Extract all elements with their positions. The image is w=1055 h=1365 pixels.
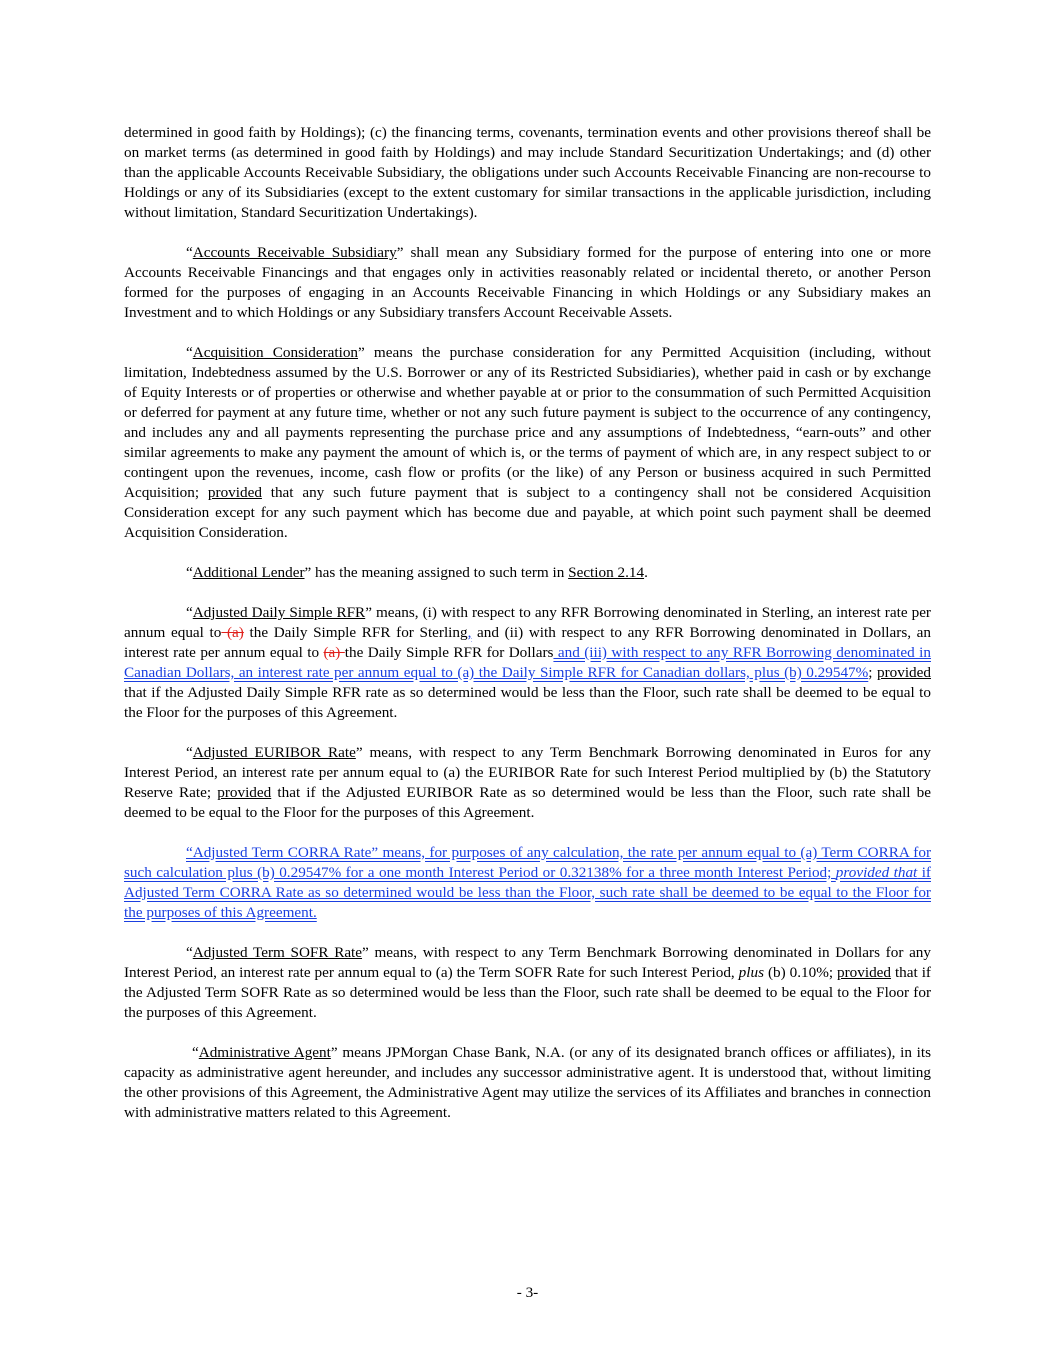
open-quote: “ <box>186 944 193 961</box>
inserted-text: , <box>467 624 472 641</box>
paragraph-accounts-receivable-financing-continued <box>124 123 931 223</box>
inserted-provided-keyword: provided that <box>835 864 918 881</box>
definition-adjusted-term-corra-rate-inserted <box>124 843 931 923</box>
period: . <box>644 564 648 581</box>
inserted-text: “Adjusted Term CORRA Rate” means, for purposes of any calculation, the rate per annum equal to (a) Term CORRA for such calculation plus (b) 0.29547% for a one month Interest Period or 0.32138% for a three month Interest Period; <box>124 844 931 881</box>
open-quote: “ <box>186 344 193 361</box>
deleted-text: (a) <box>323 644 345 661</box>
definition-adjusted-term-sofr-rate <box>124 943 931 1023</box>
definition-text: the Daily Simple RFR for Sterling <box>243 624 468 641</box>
definition-adjusted-daily-simple-rfr <box>124 603 931 723</box>
defined-term: Additional Lender <box>192 564 305 581</box>
deleted-text: (a) <box>221 624 244 641</box>
defined-term: Administrative Agent <box>198 1044 331 1061</box>
definition-accounts-receivable-subsidiary <box>124 243 931 323</box>
definition-text: ; <box>868 664 877 681</box>
plus-keyword: plus <box>738 964 764 981</box>
open-quote: “ <box>186 564 193 581</box>
defined-term: Adjusted EURIBOR Rate <box>192 744 356 761</box>
page-number: - 3- <box>516 1284 539 1301</box>
definition-text: (b) 0.10%; <box>764 964 838 981</box>
definition-acquisition-consideration <box>124 343 931 543</box>
definition-text: ” means, with respect to any Term Benchmark Borrowing denominated in Euros for any Interest Period, an interest rate per annum equal to (a) the EURIBOR Rate for such Interest Period multiplied by (b) the Statutory Reserve Rate; <box>124 744 931 801</box>
open-quote: “ <box>186 604 193 621</box>
definition-text: ” means JPMorgan Chase Bank, N.A. (or any of its designated branch offices or affiliates), in its capacity as administrative agent hereunder, and includes any successor administrative agent. It is understood that, without limiting the other provisions of this Agreement, the Administrative Agent may utilize the services of its Affiliates and branches in connection with administrative matters related to this Agreement. <box>124 1044 931 1121</box>
open-quote: “ <box>186 744 193 761</box>
defined-term: Accounts Receivable Subsidiary <box>192 244 397 261</box>
definition-text: ” means, (i) with respect to any RFR Borrowing denominated in Sterling, an interest rate per annum equal to <box>124 604 931 641</box>
definition-text: that if the Adjusted Term SOFR Rate as so determined would be less than the Floor, such rate shall be deemed to be equal to the Floor for the purposes of this Agreement. <box>124 964 931 1021</box>
defined-term: Acquisition Consideration <box>192 344 359 361</box>
provided-keyword: provided <box>217 784 272 801</box>
definition-text: that if the Adjusted Daily Simple RFR rate as so determined would be less than the Floor, such rate shall be deemed to be equal to the Floor for the purposes of this Agreement. <box>124 684 931 721</box>
open-quote: “ <box>186 244 193 261</box>
provided-keyword: provided <box>837 964 892 981</box>
document-page <box>124 123 931 1143</box>
defined-term: Adjusted Daily Simple RFR <box>192 604 366 621</box>
definition-text: ” has the meaning assigned to such term in <box>304 564 569 581</box>
definition-text: ” means the purchase consideration for any Permitted Acquisition (including, without limitation, Indebtedness assumed by the U.S. Borrower or any of its Restricted Subsidiaries), whether paid in cash or by exchange of Equity Interests or of properties or otherwise and whether payable at or prior to the consummation of such Permitted Acquisition or deferred for payment at any future time, whether or not any such future payment is subject to the occurrence of any contingency, and includes any and all payments representing the purchase price and any assumptions of Indebtedness, “earn-outs” and other similar agreements to make any payment the amount of which is, or the terms of payment of which are, in any respect subject to or contingent upon the revenues, income, cash flow or profits (or the like) of any Person or business acquired in such Permitted Acquisition; <box>124 344 931 501</box>
open-quote: “ <box>192 1044 199 1061</box>
definition-text: and (ii) with respect to any RFR Borrowing denominated in Dollars, an interest rate per annum equal to <box>124 624 932 661</box>
definition-administrative-agent <box>124 1043 931 1123</box>
definition-adjusted-euribor-rate <box>124 743 931 823</box>
definition-additional-lender <box>124 563 931 583</box>
defined-term: Adjusted Term SOFR Rate <box>192 944 363 961</box>
definition-text: ” shall mean any Subsidiary formed for the purpose of entering into one or more Accounts Receivable Financings and that engages only in activities reasonably related or incidental thereto, or another Person formed for the purposes of engaging in an Accounts Receivable Financing in which Holdings or any Subsidiary makes an Investment and to which Holdings or any Subsidiary transfers Account Receivable Assets. <box>124 244 931 321</box>
inserted-text: if Adjusted Term CORRA Rate as so determined would be less than the Floor, such rate shall be deemed to be equal to the Floor for the purposes of this Agreement. <box>124 864 931 921</box>
definition-text: ” means, with respect to any Term Benchmark Borrowing denominated in Dollars for any Interest Period, an interest rate per annum equal to (a) the Term SOFR Rate for such Interest Period, <box>124 944 931 981</box>
provided-keyword: provided <box>876 664 931 681</box>
definition-text: that if the Adjusted EURIBOR Rate as so determined would be less than the Floor, such rate shall be deemed to be equal to the Floor for the purposes of this Agreement. <box>124 784 931 821</box>
definition-text: the Daily Simple RFR for Dollars <box>344 644 554 661</box>
paragraph-text: determined in good faith by Holdings); (c) the financing terms, covenants, termination events and other provisions thereof shall be on market terms (as determined in good faith by Holdings) and may include Standard Securitization Undertakings; and (d) other than the applicable Accounts Receivable Subsidiary, the obligations under such Accounts Receivable Financing are non-recourse to Holdings or any of its Subsidiaries (except to the extent customary for similar transactions in the applicable jurisdiction, including without limitation, Standard Securitization Undertakings). <box>124 124 931 221</box>
section-reference: Section 2.14 <box>568 564 645 581</box>
provided-keyword: provided <box>207 484 262 501</box>
definition-text-tail: that any such future payment that is subject to a contingency shall not be considered Acquisition Consideration except for any such payment which has become due and payable, at which point such payment shall be deemed Acquisition Consideration. <box>124 484 932 541</box>
inserted-text: and (iii) with respect to any RFR Borrowing denominated in Canadian Dollars, an interest rate per annum equal to (a) the Daily Simple RFR for Canadian dollars, plus (b) 0.29547% <box>124 644 931 681</box>
